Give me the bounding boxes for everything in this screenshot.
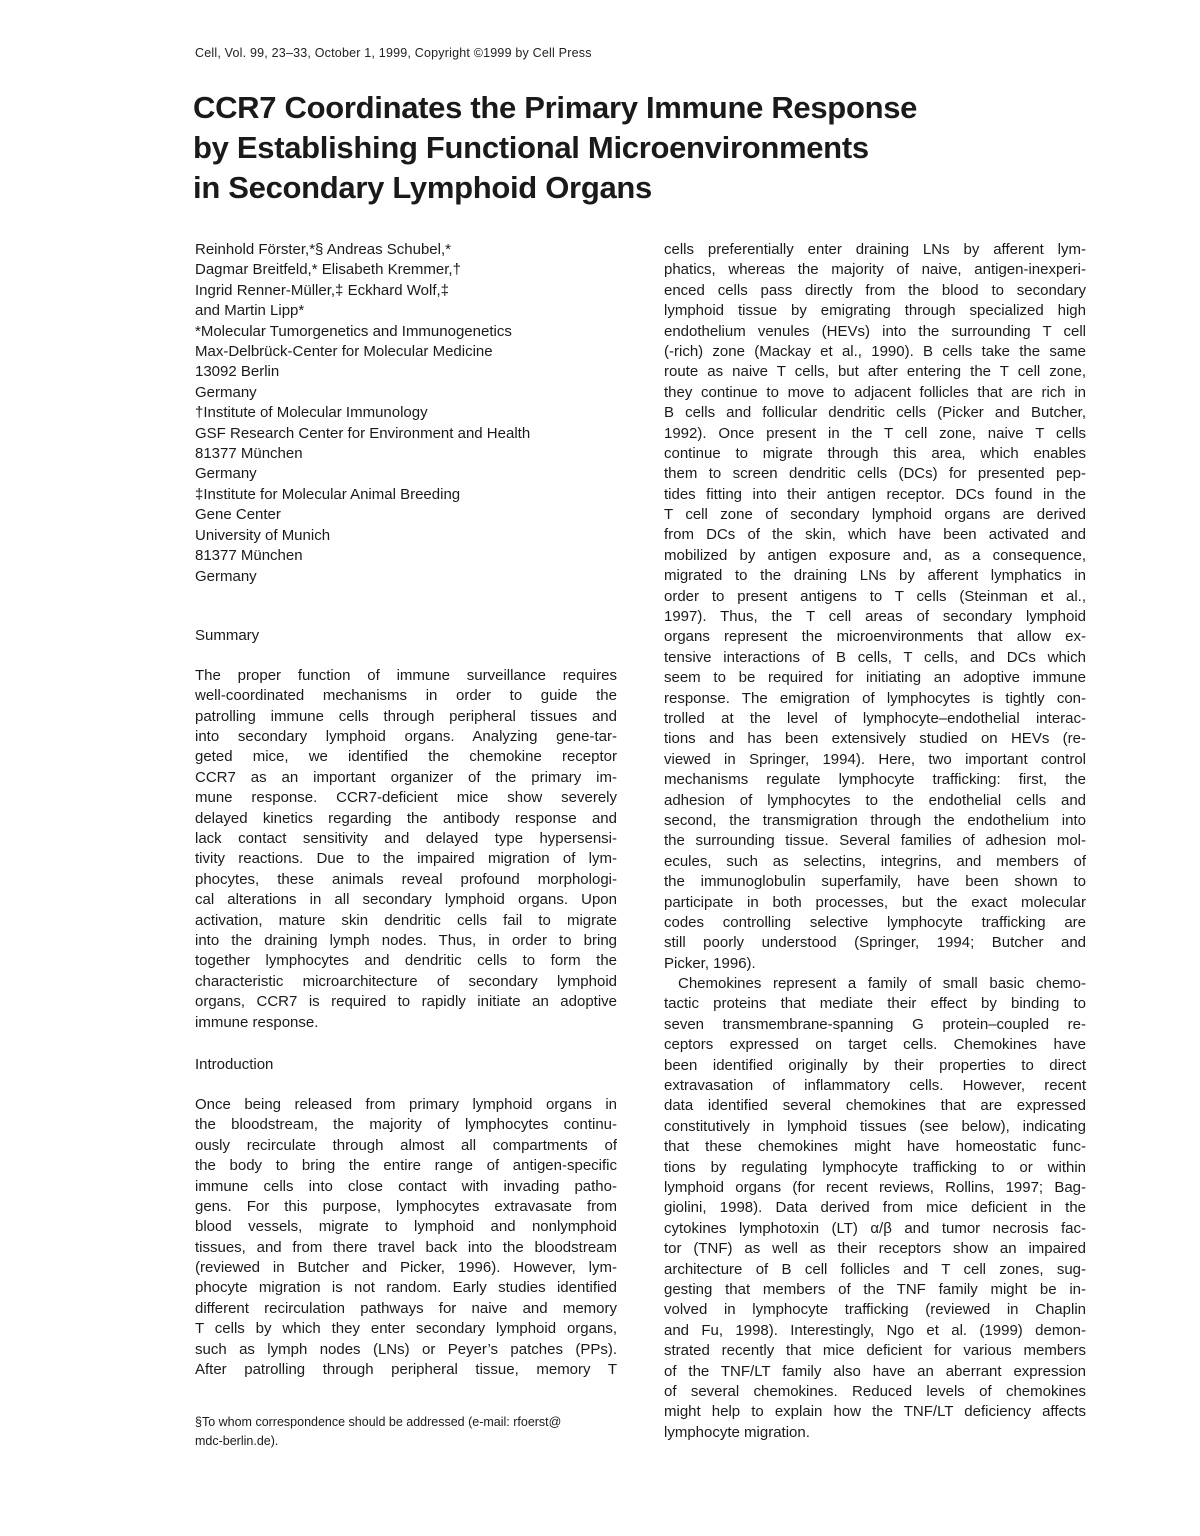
body-line: B cells and follicular dendritic cells (Picker and Butcher, bbox=[664, 404, 1086, 422]
introduction-line: gens. For this purpose, lymphocytes extravasate from bbox=[195, 1197, 617, 1215]
body-line: tions by regulating lymphocyte trafficking to or within bbox=[664, 1158, 1086, 1176]
body-line: endothelium venules (HEVs) into the surrounding T cell bbox=[664, 322, 1086, 340]
introduction-heading: Introduction bbox=[195, 1055, 274, 1073]
body-line: mobilized by antigen exposure and, as a consequence, bbox=[664, 546, 1086, 564]
body-line: migrated to the draining LNs by afferent lymphatics in bbox=[664, 567, 1086, 585]
body-line: gesting that members of the TNF family might be in- bbox=[664, 1280, 1086, 1298]
introduction-line: immune cells into close contact with invading patho- bbox=[195, 1177, 617, 1195]
introduction-line: such as lymph nodes (LNs) or Peyer’s patches (PPs). bbox=[195, 1340, 617, 1358]
body-line: and Fu, 1998). Interestingly, Ngo et al. (1999) demon- bbox=[664, 1321, 1086, 1339]
title-line: CCR7 Coordinates the Primary Immune Response bbox=[193, 90, 918, 125]
summary-line: patrolling immune cells through peripheral tissues and bbox=[195, 707, 617, 725]
body-line: lymphocyte migration. bbox=[664, 1423, 810, 1441]
body-line: tactic proteins that mediate their effect by binding to bbox=[664, 995, 1086, 1013]
body-paragraph bbox=[664, 240, 1086, 974]
body-line: of the TNF/LT family also have an aberrant expression bbox=[664, 1362, 1086, 1380]
summary-line: geted mice, we identified the chemokine receptor bbox=[195, 748, 617, 766]
author-line: GSF Research Center for Environment and Health bbox=[195, 424, 531, 442]
body-line: ceptors expressed on target cells. Chemokines have bbox=[664, 1036, 1086, 1054]
body-line: seven transmembrane-spanning G protein–coupled re- bbox=[664, 1015, 1086, 1033]
body-line: 1997). Thus, the T cell areas of secondary lymphoid bbox=[664, 608, 1086, 626]
introduction-line: ously recirculate through almost all compartments of bbox=[195, 1136, 617, 1154]
introduction-line: the body to bring the entire range of antigen-specific bbox=[195, 1157, 617, 1175]
body-line: still poorly understood (Springer, 1994; Butcher and bbox=[664, 934, 1086, 952]
author-line: Germany bbox=[195, 567, 257, 585]
introduction-line: different recirculation pathways for naive and memory bbox=[195, 1299, 617, 1317]
introduction-text bbox=[195, 1095, 617, 1380]
author-line: Germany bbox=[195, 465, 257, 483]
author-line: Reinhold Förster,*§ Andreas Schubel,* bbox=[195, 241, 451, 258]
author-line: University of Munich bbox=[195, 526, 331, 544]
author-line: Dagmar Breitfeld,* Elisabeth Kremmer,† bbox=[195, 261, 461, 279]
body-line: viewed in Springer, 1994). Here, two important control bbox=[664, 750, 1086, 768]
body-line: seem to be required for initiating an adoptive immune bbox=[664, 669, 1086, 687]
body-line: codes controlling selective lymphocyte trafficking are bbox=[664, 913, 1086, 931]
article-title bbox=[193, 88, 1093, 208]
body-line: of several chemokines. Reduced levels of chemokines bbox=[664, 1382, 1086, 1400]
summary-line: CCR7 as an important organizer of the primary im- bbox=[195, 768, 617, 786]
body-line: been identified originally by their properties to direct bbox=[664, 1056, 1086, 1074]
summary-line: well-coordinated mechanisms in order to guide the bbox=[195, 687, 617, 705]
summary-line: together lymphocytes and dendritic cells to form the bbox=[195, 952, 617, 970]
body-line: tides fitting into their antigen receptor. DCs found in the bbox=[664, 485, 1086, 503]
correspondence-footnote bbox=[195, 1413, 625, 1451]
body-line: from DCs of the skin, which have been activated and bbox=[664, 526, 1086, 544]
summary-line: tivity reactions. Due to the impaired migration of lym- bbox=[195, 850, 617, 868]
author-line: ‡Institute for Molecular Animal Breeding bbox=[195, 485, 461, 503]
journal-citation-line: Cell, Vol. 99, 23–33, October 1, 1999, Copyright ©1999 by Cell Press bbox=[195, 46, 592, 60]
body-line: they continue to move to adjacent follicles that are rich in bbox=[664, 383, 1086, 401]
summary-line: into the draining lymph nodes. Thus, in order to bring bbox=[195, 931, 617, 949]
author-line: *Molecular Tumorgenetics and Immunogenetics bbox=[195, 322, 512, 340]
author-line: †Institute of Molecular Immunology bbox=[195, 404, 428, 422]
body-line: 1992). Once present in the T cell zone, naive T cells bbox=[664, 424, 1086, 442]
summary-line: characteristic microarchitecture of secondary lymphoid bbox=[195, 972, 617, 990]
body-line: data identified several chemokines that are expressed bbox=[664, 1097, 1086, 1115]
introduction-line: the bloodstream, the majority of lymphocytes continu- bbox=[195, 1116, 617, 1134]
summary-line: lack contact sensitivity and delayed type hypersensi- bbox=[195, 830, 617, 848]
title-line: in Secondary Lymphoid Organs bbox=[193, 170, 652, 205]
author-line: 13092 Berlin bbox=[195, 363, 280, 381]
body-line: the surrounding tissue. Several families of adhesion mol- bbox=[664, 832, 1086, 850]
body-line: giolini, 1998). Data derived from mice deficient in the bbox=[664, 1199, 1086, 1217]
right-column bbox=[664, 240, 1086, 1443]
body-line: architecture of B cell follicles and T cell zones, sug- bbox=[664, 1260, 1086, 1278]
body-line: that these chemokines might have homeostatic func- bbox=[664, 1138, 1086, 1156]
body-line: extravasation of inflammatory cells. However, recent bbox=[664, 1077, 1086, 1095]
body-line: ecules, such as selectins, integrins, and members of bbox=[664, 852, 1086, 870]
body-line: cytokines lymphotoxin (LT) α/β and tumor necrosis fac- bbox=[664, 1219, 1086, 1237]
body-line: tor (TNF) as well as their receptors show an impaired bbox=[664, 1240, 1086, 1258]
summary-line: phocytes, these animals reveal profound morphologi- bbox=[195, 870, 617, 888]
body-line: constitutively in lymphoid tissues (see below), indicating bbox=[664, 1117, 1086, 1135]
introduction-line: After patrolling through peripheral tissue, memory T bbox=[195, 1361, 617, 1379]
body-line: mechanisms regulate lymphocyte trafficking: first, the bbox=[664, 771, 1086, 789]
summary-line: delayed kinetics regarding the antibody response and bbox=[195, 809, 617, 827]
introduction-line: (reviewed in Butcher and Picker, 1996). However, lym- bbox=[195, 1259, 617, 1277]
introduction-line: phocyte migration is not random. Early studies identified bbox=[195, 1279, 617, 1297]
body-line: phatics, whereas the majority of naive, antigen-inexperi- bbox=[664, 261, 1086, 279]
summary-line: The proper function of immune surveillance requires bbox=[195, 666, 617, 684]
author-line: 81377 München bbox=[195, 547, 303, 565]
body-line: second, the transmigration through the endothelium into bbox=[664, 811, 1086, 829]
body-line: lymphoid organs (for recent reviews, Rollins, 1997; Bag- bbox=[664, 1178, 1086, 1196]
summary-heading: Summary bbox=[195, 626, 260, 644]
summary-line: into secondary lymphoid organs. Analyzing gene-tar- bbox=[195, 728, 617, 746]
author-line: Germany bbox=[195, 383, 257, 401]
body-line: Picker, 1996). bbox=[664, 954, 756, 972]
footnote-line: mdc-berlin.de). bbox=[195, 1434, 279, 1448]
introduction-line: blood vessels, migrate to lymphoid and nonlymphoid bbox=[195, 1218, 617, 1236]
summary-line: activation, mature skin dendritic cells fail to migrate bbox=[195, 911, 617, 929]
body-line: strated recently that mice deficient for various members bbox=[664, 1342, 1086, 1360]
author-line: Ingrid Renner-Müller,‡ Eckhard Wolf,‡ bbox=[195, 281, 450, 299]
body-paragraph bbox=[664, 974, 1086, 1443]
footnote-line: §To whom correspondence should be addressed (e-mail: rfoerst@ bbox=[195, 1415, 562, 1429]
body-line: cells preferentially enter draining LNs by afferent lym- bbox=[664, 241, 1086, 258]
body-line: trolled at the level of lymphocyte–endothelial interac- bbox=[664, 709, 1086, 727]
title-line: by Establishing Functional Microenvironments bbox=[193, 130, 869, 165]
body-line: the immunoglobulin superfamily, have been shown to bbox=[664, 873, 1086, 891]
body-line: might help to explain how the TNF/LT deficiency affects bbox=[664, 1403, 1086, 1421]
body-line: Chemokines represent a family of small basic chemo- bbox=[678, 975, 1086, 993]
body-line: organs represent the microenvironments that allow ex- bbox=[664, 628, 1086, 646]
introduction-line: tissues, and from there travel back into the bloodstream bbox=[195, 1238, 617, 1256]
body-line: participate in both processes, but the exact molecular bbox=[664, 893, 1086, 911]
body-line: enced cells pass directly from the blood to secondary bbox=[664, 281, 1086, 299]
author-line: 81377 München bbox=[195, 445, 303, 463]
body-line: adhesion of lymphocytes to the endothelial cells and bbox=[664, 791, 1086, 809]
body-line: T cell zone of secondary lymphoid organs are derived bbox=[664, 506, 1086, 524]
summary-text bbox=[195, 666, 617, 1033]
author-line: and Martin Lipp* bbox=[195, 302, 305, 320]
author-line: Gene Center bbox=[195, 506, 281, 524]
body-line: tions and has been extensively studied on HEVs (re- bbox=[664, 730, 1086, 748]
body-line: continue to migrate through this area, which enables bbox=[664, 444, 1086, 462]
body-line: tensive interactions of B cells, T cells, and DCs which bbox=[664, 648, 1086, 666]
introduction-line: Once being released from primary lymphoid organs in bbox=[195, 1095, 617, 1113]
summary-line: cal alterations in all secondary lymphoid organs. Upon bbox=[195, 891, 617, 909]
left-column bbox=[195, 240, 617, 1380]
body-line: response. The emigration of lymphocytes is tightly con- bbox=[664, 689, 1086, 707]
body-line: volved in lymphocyte trafficking (reviewed in Chaplin bbox=[664, 1301, 1086, 1319]
body-line: (-rich) zone (Mackay et al., 1990). B cells take the same bbox=[664, 342, 1086, 360]
summary-line: immune response. bbox=[195, 1013, 319, 1031]
summary-line: mune response. CCR7-deficient mice show severely bbox=[195, 789, 617, 807]
body-line: route as naive T cells, but after entering the T cell zone, bbox=[664, 363, 1086, 381]
body-line: order to present antigens to T cells (Steinman et al., bbox=[664, 587, 1086, 605]
body-line: lymphoid tissue by emigrating through specialized high bbox=[664, 302, 1086, 320]
summary-line: organs, CCR7 is required to rapidly initiate an adoptive bbox=[195, 993, 617, 1011]
introduction-line: T cells by which they enter secondary lymphoid organs, bbox=[195, 1320, 617, 1338]
author-affiliations bbox=[195, 240, 617, 587]
author-line: Max-Delbrück-Center for Molecular Medicine bbox=[195, 343, 493, 361]
body-line: them to screen dendritic cells (DCs) for presented pep- bbox=[664, 465, 1086, 483]
